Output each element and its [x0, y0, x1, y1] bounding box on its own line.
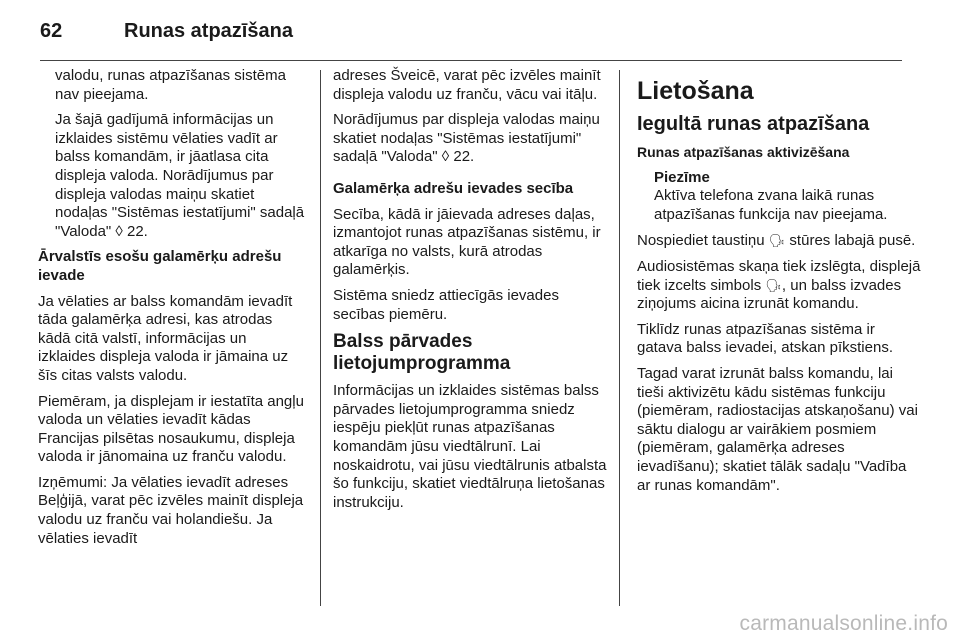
paragraph: Sistēma sniedz attiecīgās ievades secības piemēru.	[333, 286, 559, 323]
text: Audiosistēmas skaņa tiek izslēgta, displejā tiek izcelts simbols	[637, 257, 921, 294]
page-title: Runas atpazīšana	[124, 20, 293, 42]
text: Nospiediet taustiņu	[637, 232, 769, 250]
watermark: carmanualsonline.info	[739, 612, 948, 635]
section-heading: Iegultā runas atpazīšana	[637, 113, 870, 135]
voice-speak-icon: 🗣︎	[765, 277, 782, 293]
column-divider-2	[619, 70, 620, 606]
paragraph	[637, 258, 923, 314]
column-3	[637, 67, 923, 502]
section-heading: Galamērķa adrešu ievades secība	[333, 179, 574, 197]
note-text: Aktīva telefona zvana laikā runas atpazīšanas funkcija nav pieejama.	[654, 187, 888, 223]
paragraph: Izņēmumi: Ja vēlaties ievadīt adreses Beļģijā, varat pēc izvēles mainīt displeja valodu uz franču vai holandiešu. Ja vēlaties ievadīt	[38, 473, 304, 547]
paragraph: Piemēram, ja displejam ir iestatīta angļu valoda un vēlaties ievadīt kādas Francijas pilsētas nosaukumu, displeja valoda ir jānomaina uz franču valodu.	[38, 392, 304, 466]
note-box	[637, 169, 923, 225]
paragraph: Ja vēlaties ar balss komandām ievadīt tāda galamērķa adresi, kas atrodas kādā citā valstī, informācijas un izklaides displeja valoda ir jāmaina uz šīs citas valsts valodu.	[38, 292, 293, 384]
paragraph	[637, 232, 923, 251]
section-heading: Ārvalstīs esošu galamērķu adrešu ievade	[38, 248, 282, 284]
paragraph: valodu, runas atpazīšanas sistēma nav pieejama.	[55, 67, 286, 103]
text: , un balss izvades ziņojums aicina izrunāt komandu.	[637, 276, 902, 313]
column-1	[38, 67, 308, 555]
column-divider-1	[320, 70, 321, 606]
subsection-heading: Runas atpazīšanas aktivizēšana	[637, 144, 850, 160]
text: stūres labajā pusē.	[785, 232, 916, 250]
paragraph: Tiklīdz runas atpazīšanas sistēma ir gatava balss ievadei, atskan pīkstiens.	[637, 320, 893, 357]
voice-speak-icon: 🗣︎	[768, 233, 786, 249]
paragraph: Informācijas un izklaides sistēmas balss pārvades lietojumprogramma sniedz iespēju piekļūt runas atpazīšanas komandām jūsu viedtālrunī. Lai noskaidrotu, vai jūsu viedtālrunis atbalsta šo funkciju, skatiet viedtālruņa lietošanas instrukciju.	[333, 382, 607, 511]
chapter-heading: Lietošana	[637, 77, 754, 105]
page-header	[40, 14, 920, 44]
paragraph: Tagad varat izrunāt balss komandu, lai tieši aktivizētu kādu sistēmas funkciju (piemēram, radiostacijas atskaņošanu) vai sāktu dialogu ar vairākiem posmiem (piemēram, galamērķa adreses ievadīšanu); skatiet tālāk sadaļu "Vadība ar runas komandām".	[637, 364, 918, 494]
paragraph: Ja šajā gadījumā informācijas un izklaides sistēmu vēlaties vadīt ar balss komandām, ir jāatlasa cita displeja valoda. Norādījumus par displeja valodas maiņu skatiet nodaļas "Sistēmas iestatījumi" sadaļā "Valoda" ◊ 22.	[55, 111, 305, 240]
note-title: Piezīme	[654, 168, 710, 186]
header-rule	[40, 60, 902, 61]
page-number: 62	[40, 20, 63, 42]
paragraph: Secība, kādā ir jāievada adreses daļas, izmantojot runas atpazīšanas sistēmu, ir atkarīga no valsts, kurā atrodas galamērķis.	[333, 205, 601, 279]
section-heading-large: Balss pārvades lietojumprogramma	[333, 331, 511, 375]
paragraph: Norādījumus par displeja valodas maiņu skatiet nodaļas "Sistēmas iestatījumi" sadaļā "Valoda" ◊ 22.	[333, 111, 600, 166]
paragraph: adreses Šveicē, varat pēc izvēles mainīt displeja valodu uz franču, vācu vai itāļu.	[333, 67, 601, 103]
column-2	[333, 67, 607, 519]
